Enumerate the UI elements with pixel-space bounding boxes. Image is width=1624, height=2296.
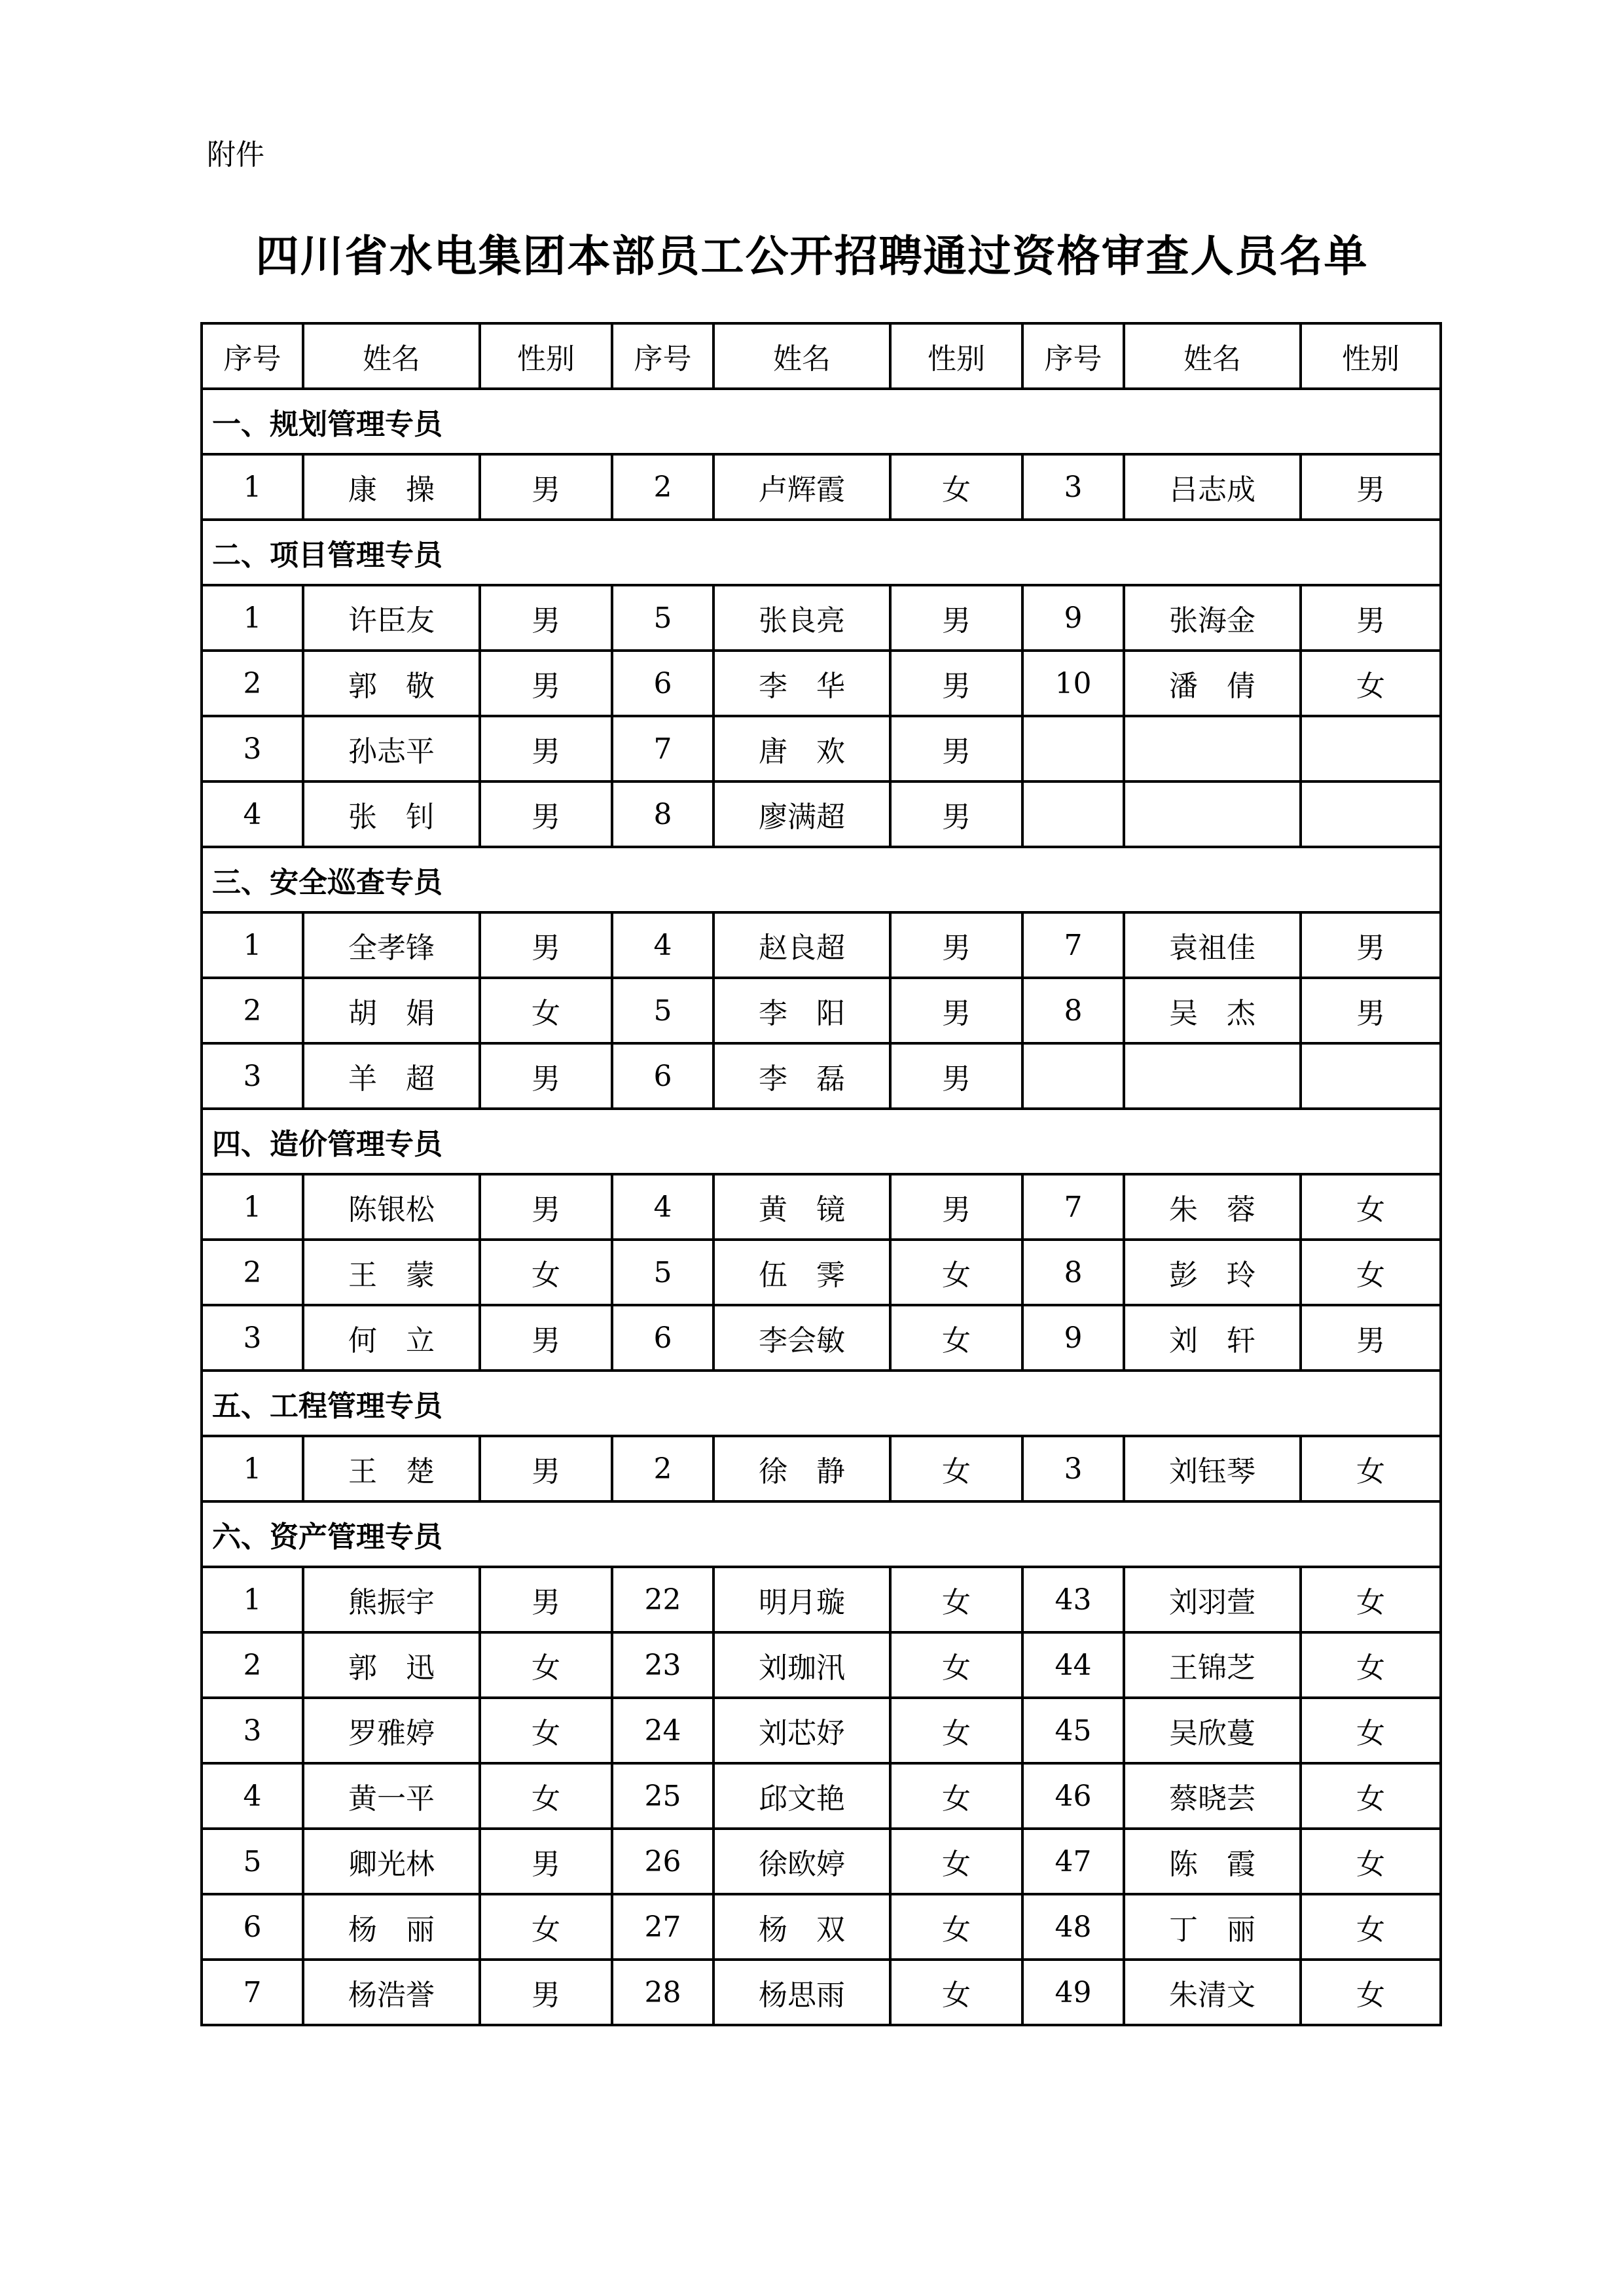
page-title: 四川省水电集团本部员工公开招聘通过资格审查人员名单 [255, 230, 1369, 281]
header-row [202, 323, 1441, 389]
gender-cell: 男 [480, 1960, 612, 2025]
seq-cell: 4 [202, 1763, 303, 1829]
gender-cell: 男 [1301, 1305, 1441, 1371]
name-cell: 潘 倩 [1124, 651, 1301, 716]
table-row [202, 1240, 1441, 1305]
gender-cell: 女 [480, 1240, 612, 1305]
name-cell: 康 操 [303, 454, 480, 520]
gender-cell: 女 [1301, 1632, 1441, 1698]
gender-cell: 男 [480, 1829, 612, 1894]
gender-cell: 男 [480, 1043, 612, 1109]
seq-cell: 6 [612, 1043, 713, 1109]
section-title: 四、造价管理专员 [202, 1109, 1441, 1174]
seq-cell: 2 [202, 1240, 303, 1305]
table-row [202, 781, 1441, 847]
section-row [202, 1501, 1441, 1567]
seq-cell: 7 [1022, 912, 1124, 978]
name-cell: 卿光林 [303, 1829, 480, 1894]
name-cell: 赵良超 [713, 912, 890, 978]
name-cell: 卢辉霞 [713, 454, 890, 520]
table-row [202, 1829, 1441, 1894]
name-cell: 明月璇 [713, 1567, 890, 1632]
table-row [202, 1174, 1441, 1240]
gender-cell: 男 [480, 1567, 612, 1632]
gender-cell: 男 [480, 651, 612, 716]
gender-cell: 女 [1301, 1960, 1441, 2025]
seq-cell: 23 [612, 1632, 713, 1698]
header-gender-cell: 性别 [1301, 323, 1441, 389]
name-cell: 陈银松 [303, 1174, 480, 1240]
seq-cell: 3 [202, 716, 303, 781]
seq-cell: 4 [202, 781, 303, 847]
gender-cell: 女 [890, 1632, 1022, 1698]
table-row [202, 978, 1441, 1043]
gender-cell: 女 [1301, 1698, 1441, 1763]
gender-cell [1301, 781, 1441, 847]
gender-cell [1301, 716, 1441, 781]
name-cell [1124, 1043, 1301, 1109]
seq-cell: 1 [202, 585, 303, 651]
name-cell: 黄一平 [303, 1763, 480, 1829]
seq-cell: 3 [202, 1305, 303, 1371]
seq-cell: 3 [1022, 454, 1124, 520]
name-cell: 吴 杰 [1124, 978, 1301, 1043]
seq-cell: 22 [612, 1567, 713, 1632]
gender-cell: 男 [480, 1305, 612, 1371]
gender-cell: 男 [1301, 912, 1441, 978]
section-row [202, 1371, 1441, 1436]
name-cell: 唐 欢 [713, 716, 890, 781]
gender-cell: 女 [1301, 1436, 1441, 1501]
gender-cell: 男 [1301, 978, 1441, 1043]
gender-cell [1301, 1043, 1441, 1109]
name-cell: 廖满超 [713, 781, 890, 847]
seq-cell: 7 [202, 1960, 303, 2025]
seq-cell: 1 [202, 1174, 303, 1240]
name-cell: 朱 蓉 [1124, 1174, 1301, 1240]
name-cell: 郭 敬 [303, 651, 480, 716]
table-row [202, 1698, 1441, 1763]
table-row [202, 716, 1441, 781]
gender-cell: 男 [480, 454, 612, 520]
gender-cell: 女 [480, 1698, 612, 1763]
seq-cell: 44 [1022, 1632, 1124, 1698]
section-row [202, 847, 1441, 912]
seq-cell: 1 [202, 912, 303, 978]
roster-table [200, 322, 1442, 2026]
header-gender-cell: 性别 [890, 323, 1022, 389]
seq-cell: 2 [202, 1632, 303, 1698]
seq-cell: 8 [1022, 1240, 1124, 1305]
gender-cell: 女 [890, 1240, 1022, 1305]
gender-cell: 男 [890, 1043, 1022, 1109]
name-cell: 李 磊 [713, 1043, 890, 1109]
name-cell: 黄 镜 [713, 1174, 890, 1240]
header-name-cell: 姓名 [303, 323, 480, 389]
roster-body [202, 323, 1441, 2025]
gender-cell: 女 [890, 1829, 1022, 1894]
seq-cell: 26 [612, 1829, 713, 1894]
gender-cell: 女 [1301, 1567, 1441, 1632]
name-cell: 张良亮 [713, 585, 890, 651]
table-row [202, 1894, 1441, 1960]
gender-cell: 女 [890, 1436, 1022, 1501]
table-row [202, 1567, 1441, 1632]
name-cell: 张海金 [1124, 585, 1301, 651]
gender-cell: 男 [480, 1174, 612, 1240]
table-row [202, 912, 1441, 978]
gender-cell: 男 [890, 978, 1022, 1043]
gender-cell: 女 [890, 1698, 1022, 1763]
seq-cell: 4 [612, 1174, 713, 1240]
gender-cell: 男 [890, 1174, 1022, 1240]
name-cell: 杨 丽 [303, 1894, 480, 1960]
name-cell: 徐 静 [713, 1436, 890, 1501]
header-seq-cell: 序号 [1022, 323, 1124, 389]
gender-cell: 女 [1301, 1763, 1441, 1829]
name-cell: 邱文艳 [713, 1763, 890, 1829]
seq-cell: 47 [1022, 1829, 1124, 1894]
seq-cell: 9 [1022, 1305, 1124, 1371]
name-cell: 蔡晓芸 [1124, 1763, 1301, 1829]
seq-cell: 1 [202, 1567, 303, 1632]
header-seq-cell: 序号 [202, 323, 303, 389]
table-row [202, 1043, 1441, 1109]
gender-cell: 男 [480, 716, 612, 781]
section-row [202, 389, 1441, 454]
gender-cell: 男 [890, 585, 1022, 651]
name-cell: 王 蒙 [303, 1240, 480, 1305]
header-seq-cell: 序号 [612, 323, 713, 389]
name-cell: 熊振宇 [303, 1567, 480, 1632]
seq-cell: 7 [612, 716, 713, 781]
gender-cell: 男 [1301, 585, 1441, 651]
gender-cell: 女 [480, 1894, 612, 1960]
name-cell: 杨 双 [713, 1894, 890, 1960]
section-title: 六、资产管理专员 [202, 1501, 1441, 1567]
seq-cell: 5 [612, 978, 713, 1043]
name-cell: 刘芯妤 [713, 1698, 890, 1763]
gender-cell: 女 [480, 978, 612, 1043]
name-cell: 杨思雨 [713, 1960, 890, 2025]
name-cell: 吕志成 [1124, 454, 1301, 520]
section-title: 三、安全巡查专员 [202, 847, 1441, 912]
table-row [202, 1960, 1441, 2025]
name-cell: 孙志平 [303, 716, 480, 781]
seq-cell: 10 [1022, 651, 1124, 716]
name-cell: 李会敏 [713, 1305, 890, 1371]
name-cell: 李 华 [713, 651, 890, 716]
name-cell: 何 立 [303, 1305, 480, 1371]
seq-cell [1022, 716, 1124, 781]
gender-cell: 女 [1301, 1894, 1441, 1960]
table-row [202, 585, 1441, 651]
seq-cell: 7 [1022, 1174, 1124, 1240]
seq-cell: 2 [202, 651, 303, 716]
gender-cell: 女 [1301, 651, 1441, 716]
name-cell: 罗雅婷 [303, 1698, 480, 1763]
name-cell: 胡 娟 [303, 978, 480, 1043]
seq-cell: 1 [202, 454, 303, 520]
gender-cell: 女 [890, 1305, 1022, 1371]
table-row [202, 1763, 1441, 1829]
gender-cell: 男 [480, 781, 612, 847]
header-name-cell: 姓名 [713, 323, 890, 389]
name-cell: 吴欣蔓 [1124, 1698, 1301, 1763]
header-name-cell: 姓名 [1124, 323, 1301, 389]
gender-cell: 女 [480, 1763, 612, 1829]
seq-cell: 49 [1022, 1960, 1124, 2025]
table-row [202, 1436, 1441, 1501]
gender-cell: 女 [890, 1567, 1022, 1632]
seq-cell: 5 [202, 1829, 303, 1894]
seq-cell: 8 [612, 781, 713, 847]
name-cell [1124, 716, 1301, 781]
seq-cell: 3 [1022, 1436, 1124, 1501]
section-title: 五、工程管理专员 [202, 1371, 1441, 1436]
table-row [202, 651, 1441, 716]
seq-cell: 5 [612, 1240, 713, 1305]
gender-cell: 男 [480, 912, 612, 978]
gender-cell: 男 [1301, 454, 1441, 520]
gender-cell: 女 [1301, 1174, 1441, 1240]
gender-cell: 男 [890, 781, 1022, 847]
name-cell: 朱清文 [1124, 1960, 1301, 2025]
gender-cell: 男 [480, 1436, 612, 1501]
gender-cell: 女 [890, 454, 1022, 520]
seq-cell: 3 [202, 1698, 303, 1763]
header-gender-cell: 性别 [480, 323, 612, 389]
gender-cell: 男 [890, 651, 1022, 716]
section-row [202, 520, 1441, 585]
seq-cell: 45 [1022, 1698, 1124, 1763]
gender-cell: 女 [890, 1960, 1022, 2025]
name-cell: 徐欧婷 [713, 1829, 890, 1894]
gender-cell: 男 [890, 912, 1022, 978]
name-cell: 杨浩誉 [303, 1960, 480, 2025]
seq-cell: 48 [1022, 1894, 1124, 1960]
name-cell: 彭 玲 [1124, 1240, 1301, 1305]
seq-cell: 6 [612, 1305, 713, 1371]
seq-cell: 43 [1022, 1567, 1124, 1632]
name-cell: 刘羽萱 [1124, 1567, 1301, 1632]
gender-cell: 女 [480, 1632, 612, 1698]
name-cell: 王 楚 [303, 1436, 480, 1501]
gender-cell: 女 [890, 1894, 1022, 1960]
seq-cell: 24 [612, 1698, 713, 1763]
section-title: 一、规划管理专员 [202, 389, 1441, 454]
gender-cell: 男 [480, 585, 612, 651]
table-row [202, 454, 1441, 520]
seq-cell: 5 [612, 585, 713, 651]
name-cell: 羊 超 [303, 1043, 480, 1109]
name-cell: 伍 霁 [713, 1240, 890, 1305]
seq-cell: 9 [1022, 585, 1124, 651]
seq-cell: 6 [202, 1894, 303, 1960]
section-row [202, 1109, 1441, 1174]
seq-cell [1022, 781, 1124, 847]
seq-cell: 4 [612, 912, 713, 978]
seq-cell: 6 [612, 651, 713, 716]
name-cell: 袁祖佳 [1124, 912, 1301, 978]
attachment-label: 附件 [207, 138, 264, 171]
section-title: 二、项目管理专员 [202, 520, 1441, 585]
gender-cell: 女 [1301, 1240, 1441, 1305]
seq-cell: 28 [612, 1960, 713, 2025]
seq-cell: 1 [202, 1436, 303, 1501]
name-cell: 刘钰琴 [1124, 1436, 1301, 1501]
name-cell: 许臣友 [303, 585, 480, 651]
seq-cell [1022, 1043, 1124, 1109]
gender-cell: 女 [1301, 1829, 1441, 1894]
seq-cell: 3 [202, 1043, 303, 1109]
name-cell: 全孝锋 [303, 912, 480, 978]
seq-cell: 25 [612, 1763, 713, 1829]
gender-cell: 男 [890, 716, 1022, 781]
name-cell: 李 阳 [713, 978, 890, 1043]
name-cell: 陈 霞 [1124, 1829, 1301, 1894]
seq-cell: 2 [612, 1436, 713, 1501]
table-row [202, 1632, 1441, 1698]
name-cell: 丁 丽 [1124, 1894, 1301, 1960]
name-cell [1124, 781, 1301, 847]
name-cell: 张 钊 [303, 781, 480, 847]
seq-cell: 27 [612, 1894, 713, 1960]
name-cell: 刘 轩 [1124, 1305, 1301, 1371]
gender-cell: 女 [890, 1763, 1022, 1829]
seq-cell: 46 [1022, 1763, 1124, 1829]
name-cell: 刘珈汛 [713, 1632, 890, 1698]
seq-cell: 2 [612, 454, 713, 520]
seq-cell: 8 [1022, 978, 1124, 1043]
name-cell: 郭 迅 [303, 1632, 480, 1698]
name-cell: 王锦芝 [1124, 1632, 1301, 1698]
seq-cell: 2 [202, 978, 303, 1043]
table-row [202, 1305, 1441, 1371]
